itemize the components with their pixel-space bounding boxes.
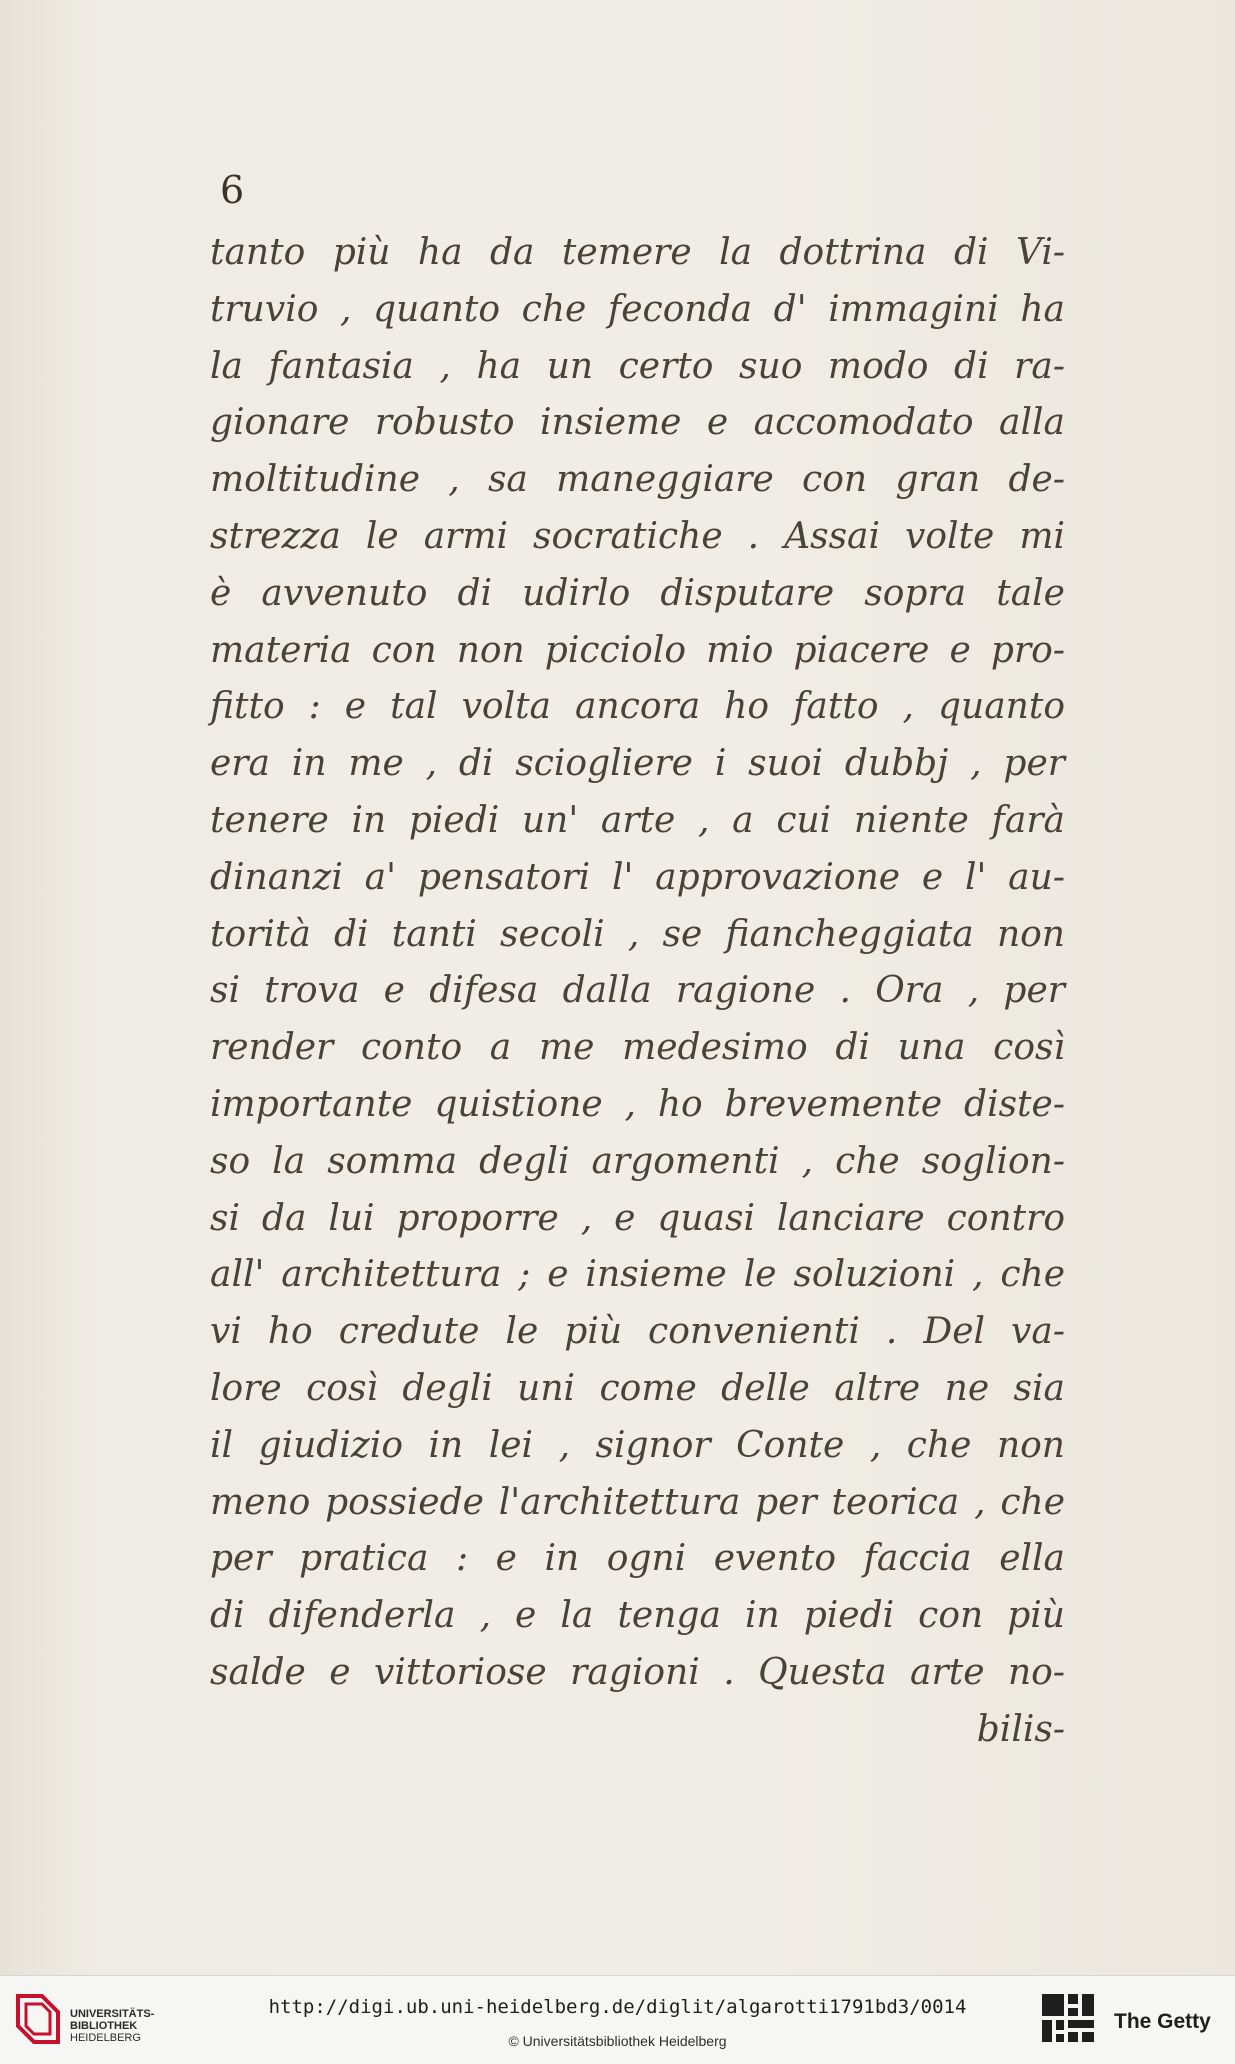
copyright-notice: © Universitätsbibliothek Heidelberg — [508, 2033, 727, 2049]
text-line: gionare robusto insieme e accomodato alla — [210, 402, 1065, 444]
text-line: torità di tanti secoli , se fiancheggiata non — [210, 913, 1065, 955]
getty-logo-icon — [1038, 1990, 1098, 2050]
text-line: materia con non picciolo mio piacere e pro- — [210, 629, 1065, 671]
text-line: truvio , quanto che feconda d' immagini ha — [210, 288, 1065, 330]
text-line: tanto più ha da temere la dottrina di Vi- — [210, 232, 1065, 273]
sponsor-logo[interactable] — [1038, 1990, 1228, 2054]
text-line: tenere in piedi un' arte , a cui niente farà — [210, 799, 1065, 841]
text-line: salde e vittoriose ragioni . Questa arte no- — [210, 1651, 1065, 1693]
text-line: meno possiede l'architettura per teorica , che — [210, 1481, 1065, 1523]
library-name-line: UNIVERSITÄTS- — [70, 2008, 155, 2020]
text-line: moltitudine , sa maneggiare con gran de- — [210, 459, 1065, 501]
catchword: bilis- — [976, 1708, 1065, 1750]
viewer-footer — [0, 1975, 1235, 2064]
text-line: render conto a me medesimo di una così — [210, 1027, 1065, 1069]
library-name-line: BIBLIOTHEK — [70, 2020, 138, 2032]
text-line: si trova e difesa dalla ragione . Ora , per — [210, 970, 1065, 1012]
document-url-link[interactable]: http://digi.ub.uni-heidelberg.de/diglit/algarotti1791bd3/0014 — [268, 1996, 967, 2018]
text-line: si da lui proporre , e quasi lanciare contro — [210, 1197, 1065, 1239]
text-line: vi ho credute le più convenienti . Del va- — [210, 1311, 1065, 1353]
text-line: so la somma degli argomenti , che soglion- — [210, 1140, 1065, 1182]
text-line: importante quistione , ho brevemente diste- — [210, 1083, 1065, 1125]
text-line: è avvenuto di udirlo disputare sopra tale — [210, 572, 1065, 614]
text-line: la fantasia , ha un certo suo modo di ra- — [210, 345, 1065, 387]
text-line: strezza le armi socratiche . Assai volte mi — [210, 515, 1065, 557]
text-line: lore così degli uni come delle altre ne sia — [210, 1367, 1065, 1409]
text-line: di difenderla , e la tenga in piedi con più — [210, 1595, 1065, 1637]
sponsor-name: The Getty — [1114, 2010, 1211, 2033]
library-name-line: HEIDELBERG — [70, 2032, 141, 2044]
text-line: dinanzi a' pensatori l' approvazione e l' au- — [210, 856, 1065, 898]
text-line: per pratica : e in ogni evento faccia ella — [210, 1538, 1065, 1580]
text-line: il giudizio in lei , signor Conte , che non — [210, 1424, 1065, 1466]
text-line: era in me , di sciogliere i suoi dubbj , per — [210, 743, 1065, 785]
text-line: all' architettura ; e insieme le soluzioni , che — [210, 1254, 1065, 1296]
body-text — [210, 225, 1065, 1759]
page-number: 6 — [220, 168, 245, 212]
text-line: fitto : e tal volta ancora ho fatto , quanto — [210, 686, 1065, 728]
